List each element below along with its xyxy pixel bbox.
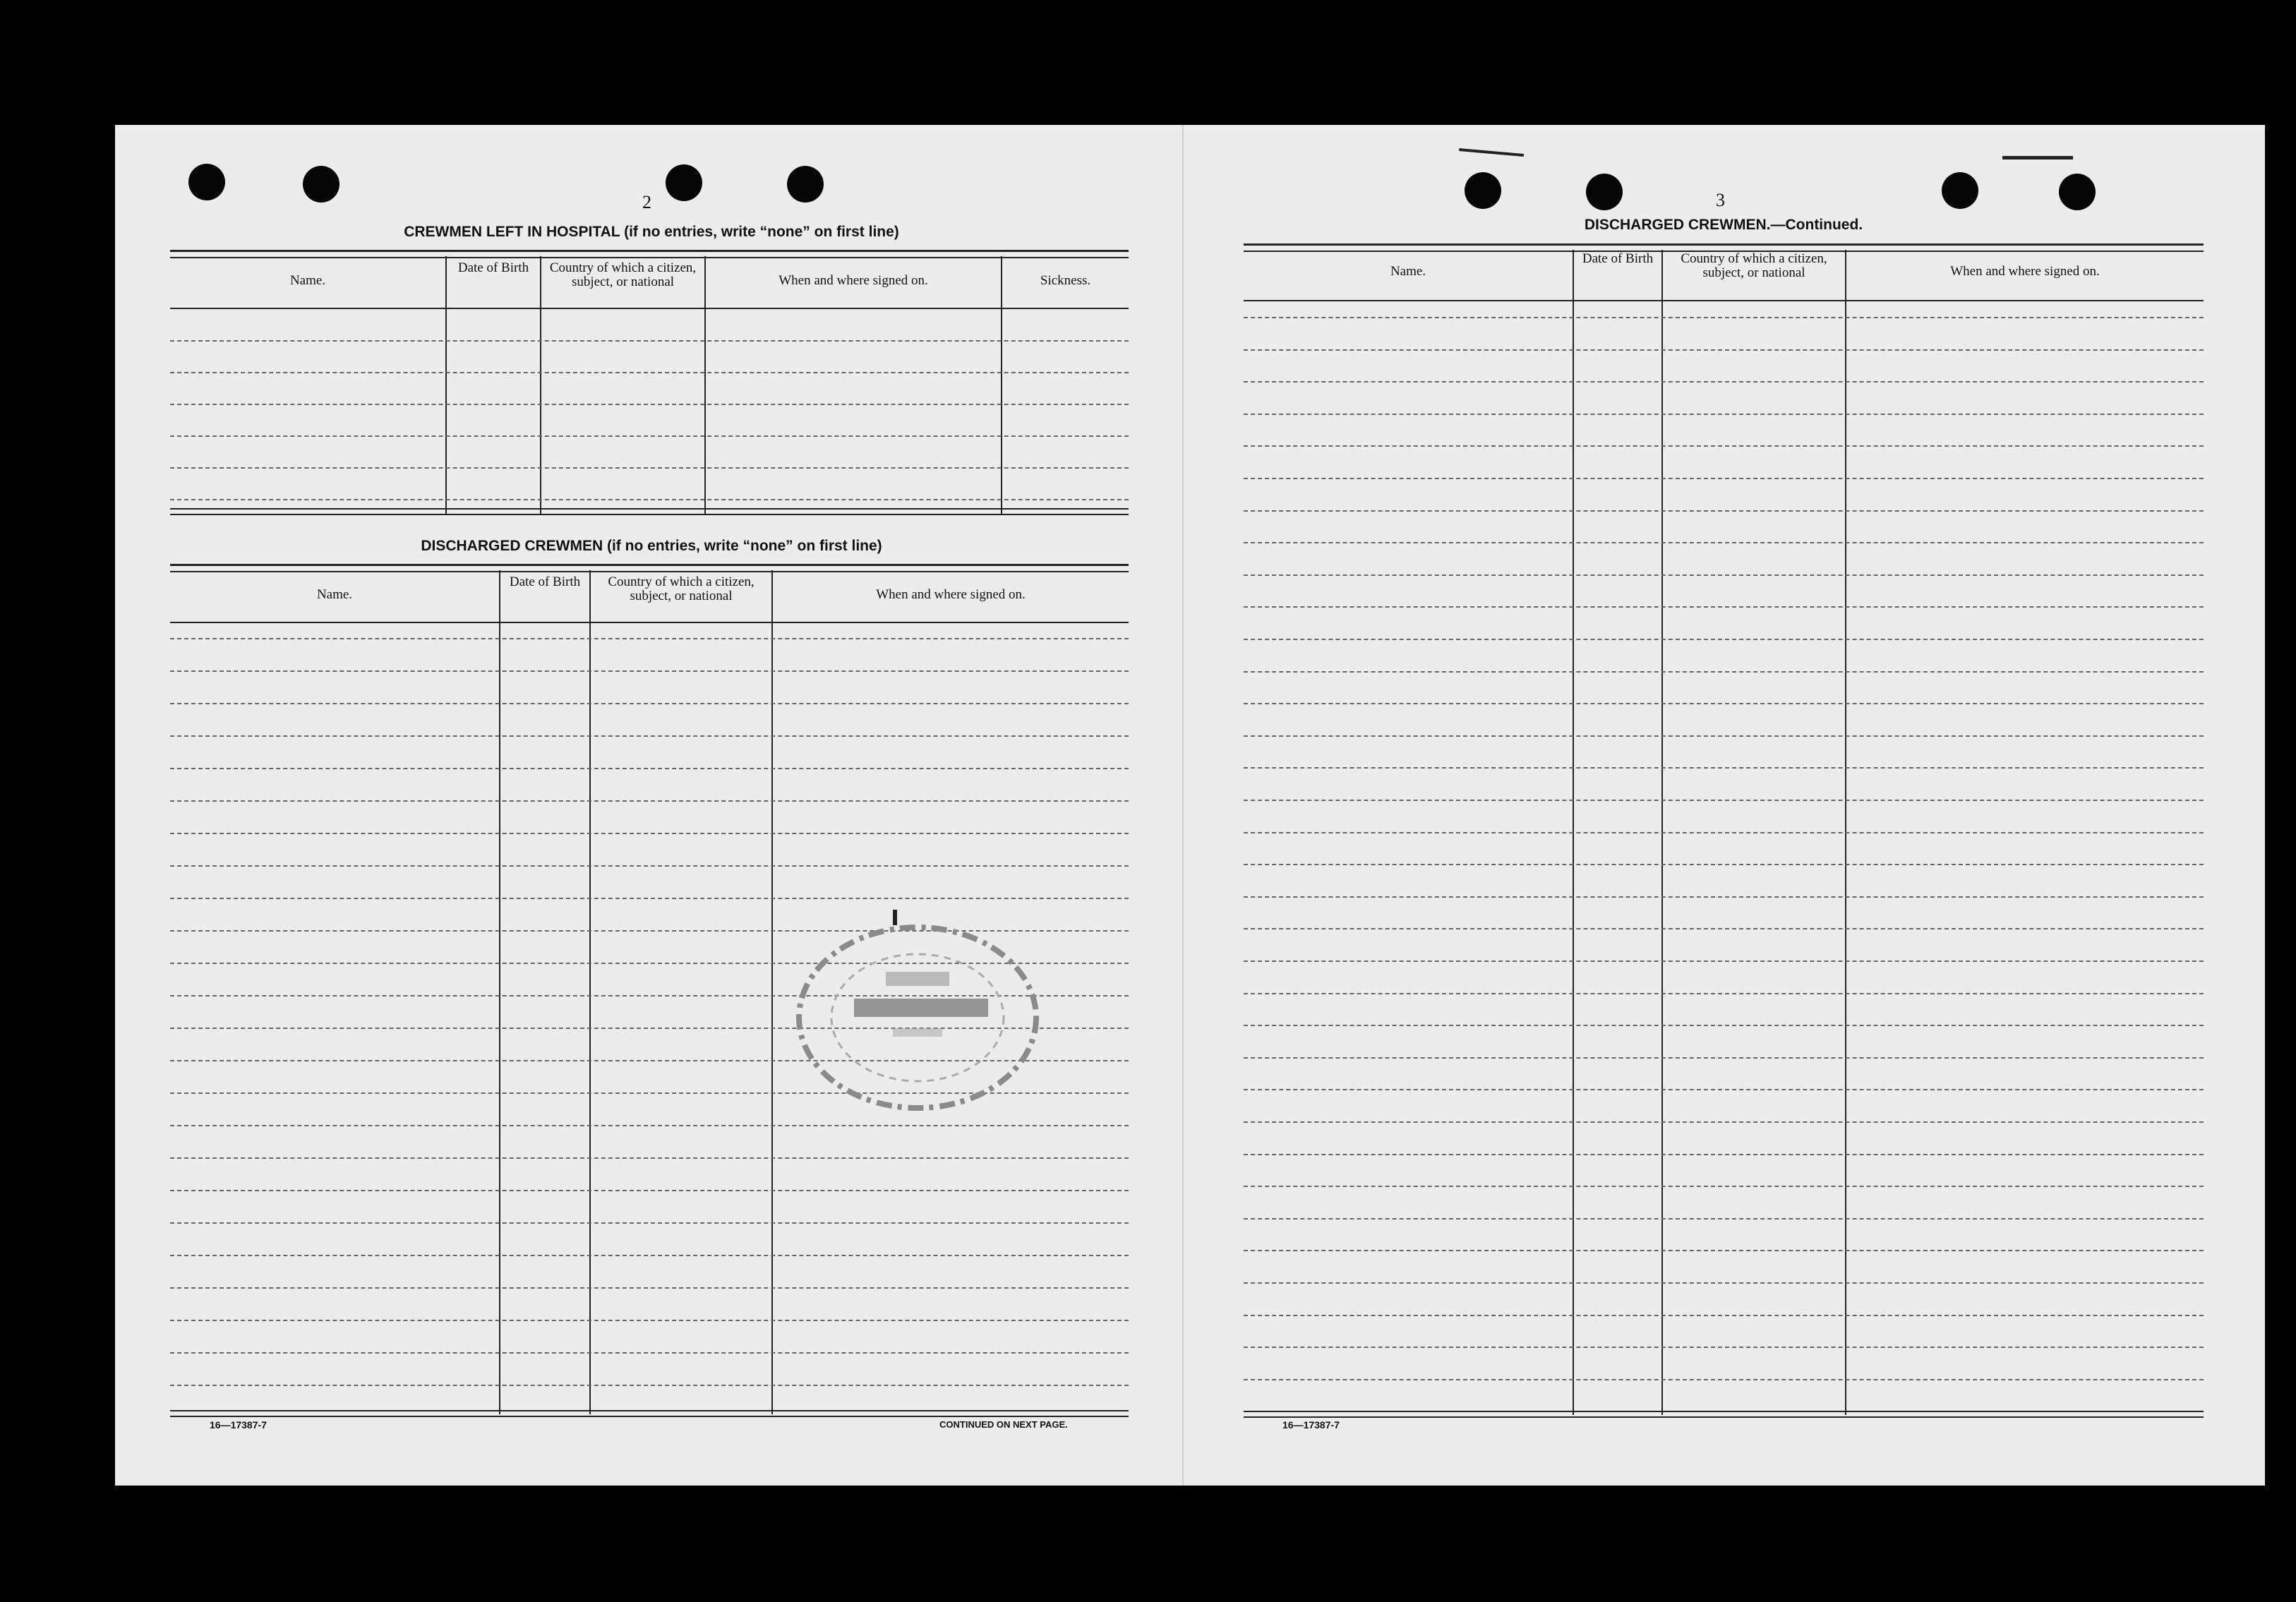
blank-entry-line [1244,542,2204,543]
page-number: 2 [642,192,651,212]
blank-entry-line [170,372,1129,373]
blank-entry-line [1244,1154,2204,1155]
blank-entry-line [1244,735,2204,737]
blank-entry-line [1244,1315,2204,1316]
blank-entry-line [170,499,1129,500]
punch-hole [188,164,225,200]
blank-entry-line [170,1157,1129,1159]
column-header-country: Country of which a citizen, subject, or national [1681,251,1827,280]
blank-entry-line [1244,1347,2204,1348]
blank-entry-line [1244,1057,2204,1059]
blank-entry-line [170,898,1129,899]
blank-entry-line [170,703,1129,704]
punch-hole [787,166,824,203]
blank-entry-line [1244,1089,2204,1090]
hospital-table [170,250,1129,518]
hospital-section-title: CREWMEN LEFT IN HOSPITAL (if no entries, write “none” on first line) [404,224,899,240]
blank-entry-line [1244,1218,2204,1219]
blank-entry-line [1244,639,2204,640]
blank-entry-line [170,1385,1129,1386]
blank-entry-line [1244,1250,2204,1251]
page-number: 3 [1716,190,1725,210]
column-header-sickness: Sickness. [1040,273,1091,288]
blank-entry-line [1244,993,2204,994]
column-header-country: Country of which a citizen, subject, or national [549,260,697,289]
discharged-continued-table [1244,243,2204,1415]
blank-entry-line [170,670,1129,672]
punch-hole [1465,172,1501,209]
column-header-name: Name. [316,587,353,602]
blank-entry-line [170,1255,1129,1256]
blank-entry-line [1244,1121,2204,1123]
form-number: 16—17387-7 [1282,1419,1340,1431]
blank-entry-line [1244,928,2204,929]
column-header-date-of-birth: Date of Birth [509,574,581,589]
blank-entry-line [170,1222,1129,1224]
discharged-section-title: DISCHARGED CREWMEN (if no entries, write “none” on first line) [421,538,882,554]
blank-entry-line [170,1190,1129,1191]
column-header-signed-on: When and where signed on. [779,273,928,288]
form-number: 16—17387-7 [210,1419,267,1431]
column-header-date-of-birth: Date of Birth [457,260,529,275]
official-stamp [787,908,1055,1120]
blank-entry-line [170,467,1129,469]
column-header-name: Name. [1390,264,1426,279]
blank-entry-line [1244,574,2204,576]
punch-hole [1942,172,1978,209]
right-page [1182,125,2265,1486]
blank-entry-line [170,435,1129,437]
punch-hole [2059,174,2096,210]
blank-entry-line [1244,478,2204,479]
punch-hole [303,166,339,203]
blank-entry-line [170,1320,1129,1321]
blank-entry-line [1244,1282,2204,1284]
blank-entry-line [1244,767,2204,769]
discharged-continued-title: DISCHARGED CREWMEN.—Continued. [1584,217,1863,233]
blank-entry-line [1244,349,2204,351]
blank-entry-line [1244,1025,2204,1026]
left-page [115,125,1182,1486]
column-header-name: Name. [289,273,326,288]
blank-entry-line [1244,1379,2204,1380]
blank-entry-line [170,833,1129,834]
punch-hole [1586,174,1623,210]
blank-entry-line [170,1125,1129,1126]
staple-mark [1459,148,1524,157]
blank-entry-line [1244,703,2204,704]
blank-entry-line [1244,606,2204,608]
blank-entry-line [1244,1186,2204,1187]
blank-entry-line [170,768,1129,769]
blank-entry-line [1244,510,2204,512]
continued-notice: CONTINUED ON NEXT PAGE. [939,1419,1068,1430]
blank-entry-line [1244,671,2204,673]
column-header-country: Country of which a citizen, subject, or national [608,574,755,603]
blank-entry-line [170,735,1129,737]
blank-entry-line [1244,445,2204,447]
blank-entry-line [170,340,1129,342]
blank-entry-line [170,800,1129,802]
blank-entry-line [1244,317,2204,318]
blank-entry-line [1244,832,2204,833]
staple-mark [2002,156,2073,159]
column-header-signed-on: When and where signed on. [1950,264,2100,279]
blank-entry-line [1244,381,2204,383]
blank-entry-line [170,1287,1129,1289]
blank-entry-line [170,1352,1129,1354]
column-header-date-of-birth: Date of Birth [1582,251,1654,266]
blank-entry-line [1244,800,2204,801]
blank-entry-line [1244,960,2204,962]
blank-entry-line [1244,414,2204,415]
punch-hole [666,164,702,201]
blank-entry-line [170,865,1129,867]
blank-entry-line [1244,896,2204,898]
blank-entry-line [170,404,1129,405]
blank-entry-line [170,638,1129,639]
column-header-signed-on: When and where signed on. [876,587,1026,602]
blank-entry-line [1244,864,2204,865]
